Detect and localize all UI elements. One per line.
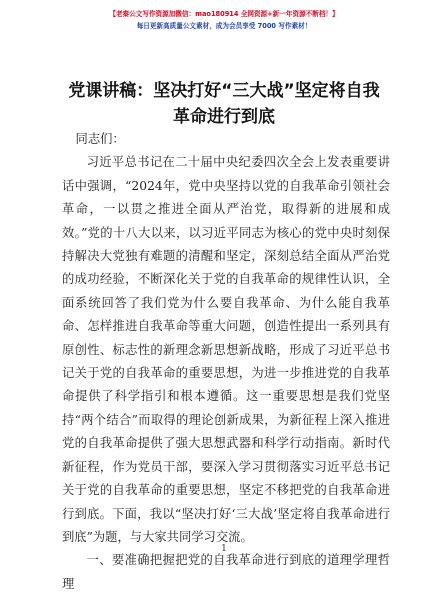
document-body — [62, 128, 390, 596]
promo-banner-line-1: 【老秦公文写作资源加微信：mao180914 全网资源+新一年资源不断档！】 — [109, 10, 339, 18]
page-number: 1 — [221, 544, 227, 554]
document-title: 党课讲稿：坚决打好“三大战”坚定将自我革命进行到底 — [68, 81, 380, 127]
section-heading: 一、要准确把握把党的自我革命进行到底的道理学理哲理 — [62, 553, 390, 591]
body-paragraph: 习近平总书记在二十届中央纪委四次全会上发表重要讲话中强调，“2024年，党中央坚持以党的自我革命引领社会革命，一以贯之推进全面从严治党，取得新的进展和成效。”党的十八大以来，以习近平同志为核心的党中央时刻保持解决大党独有难题的清醒和坚定，深刻总结全面从严治党的成功经验，不断深化关于党的自我革命的规律性认识，全面系统回答了我们党为什么要自我革命、为什么能自我革命、怎样推进自我革命等重大问题，创造性提出一系列具有原创性、标志性的新理念新思想新战略，形成了习近平总书记关于党的自我革命的重要思想，为进一步推进党的自我革命提供了科学指引和根本遵循。这一重要思想是我们党坚持“两个结合”而取得的理论创新成果，为新征程上深入推进党的自我革命提供了强大思想武器和科学行动指南。新时代新征程，作为党员干部，要深入学习贯彻落实习近平总书记关于党的自我革命的重要思想，坚定不移把党的自我革命进行到底。下面，我以“坚决打好‘三大战’坚定将自我革命进行到底”为题，与大家共同学习交流。 — [62, 155, 390, 544]
promo-banner-line-2: 每日更新高质量公文素材，成为会员享受 7000 写作素材！ — [136, 22, 312, 30]
salutation: 同志们： — [75, 132, 125, 146]
